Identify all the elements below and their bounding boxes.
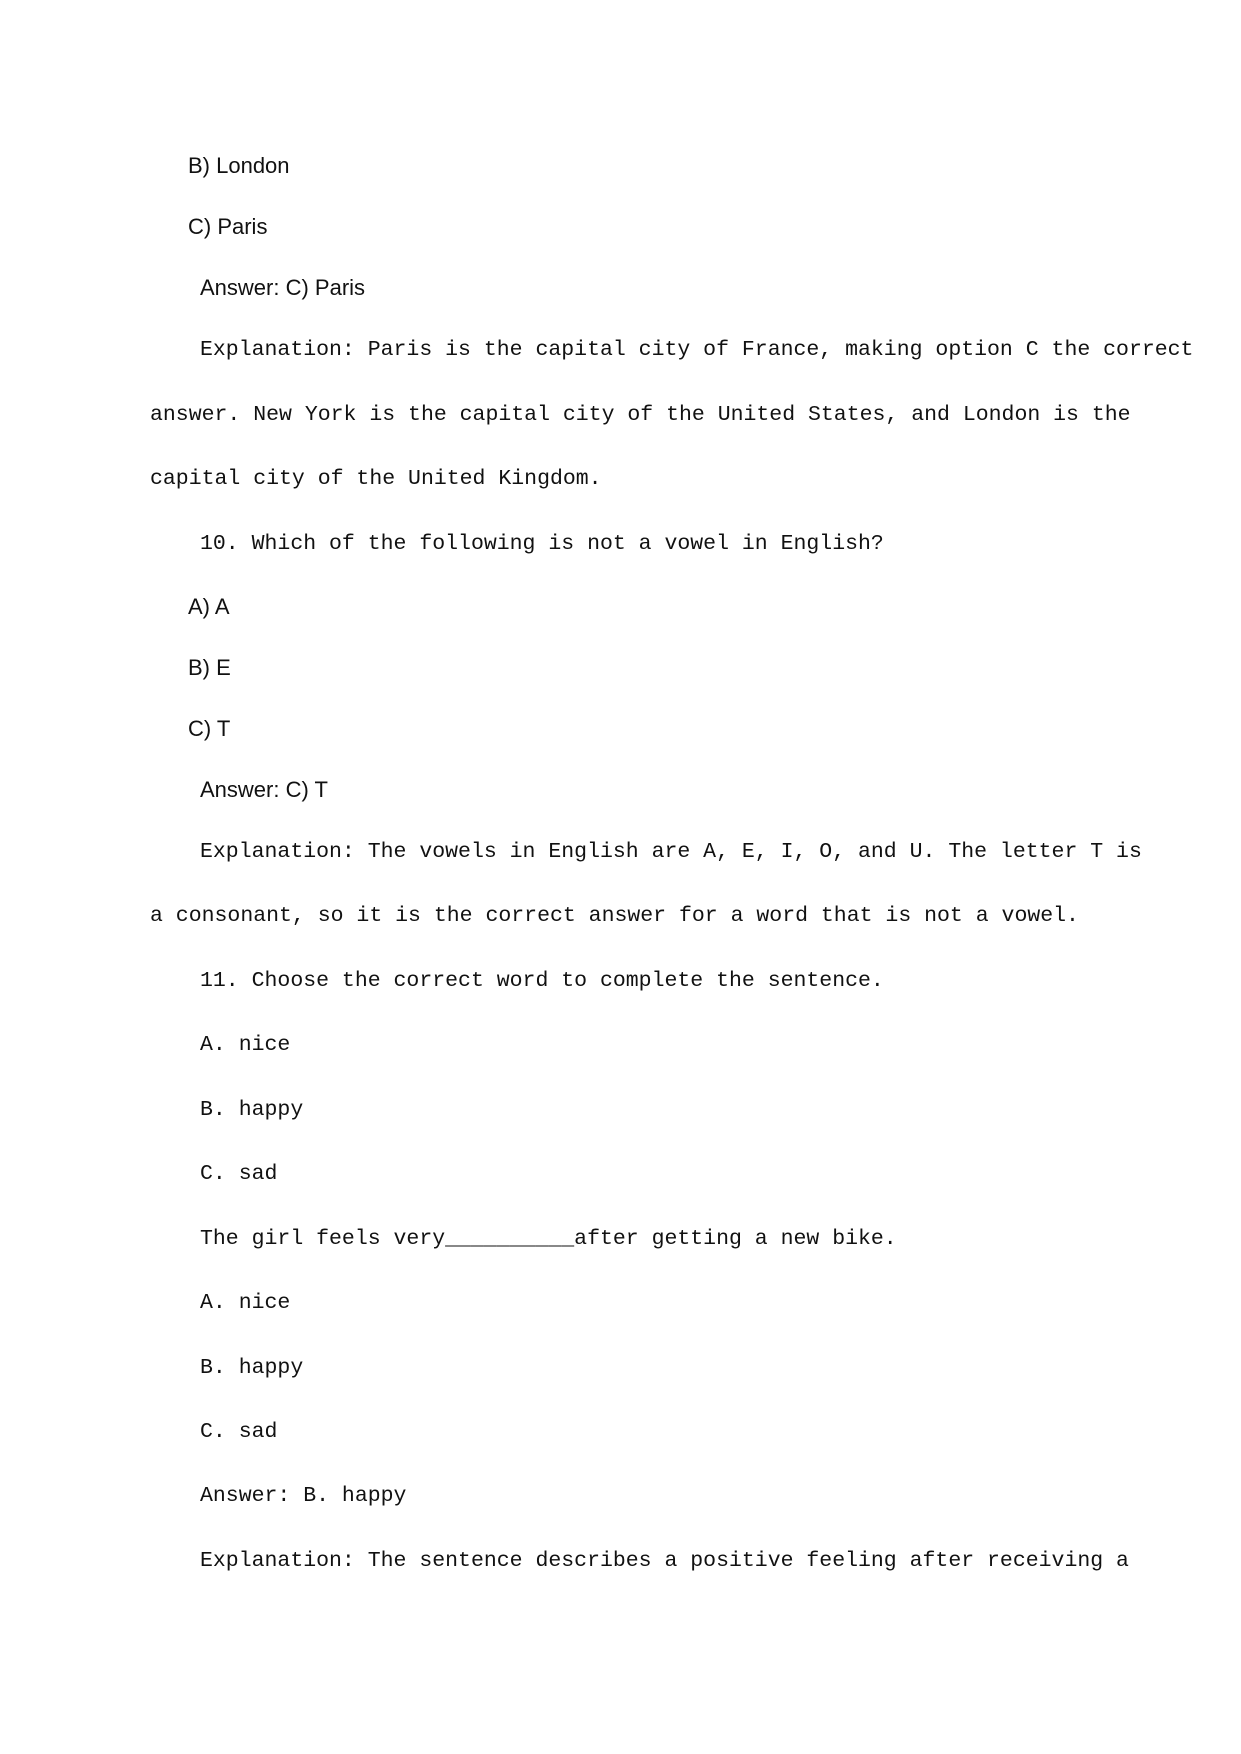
q10-option-c: C) T xyxy=(188,716,231,741)
q11-option-b-second: B. happy xyxy=(200,1356,304,1380)
q9-option-b: B) London xyxy=(188,153,290,178)
q10-option-a: A) A xyxy=(188,594,230,619)
q11-question: 11. Choose the correct word to complete the sentence. xyxy=(200,969,884,993)
q11-option-a-second: A. nice xyxy=(200,1291,291,1315)
q9-option-c: C) Paris xyxy=(188,214,268,239)
q11-option-c-first: C. sad xyxy=(200,1162,278,1186)
q11-option-b-first: B. happy xyxy=(200,1098,304,1122)
q9-explanation-line-2: answer. New York is the capital city of the United States, and London is the xyxy=(150,403,1131,427)
q11-option-a-first: A. nice xyxy=(200,1033,291,1057)
q10-option-b: B) E xyxy=(188,655,231,680)
q11-sentence: The girl feels very__________after getting a new bike. xyxy=(200,1227,897,1251)
q9-answer: Answer: C) Paris xyxy=(200,275,366,300)
q9-explanation-line-3: capital city of the United Kingdom. xyxy=(150,467,602,491)
q10-explanation-line-1: Explanation: The vowels in English are A, E, I, O, and U. The letter T is xyxy=(200,840,1142,864)
q10-question: 10. Which of the following is not a vowel in English? xyxy=(200,532,884,556)
q11-option-c-second: C. sad xyxy=(200,1420,278,1444)
q9-explanation-line-1: Explanation: Paris is the capital city of France, making option C the correct xyxy=(200,338,1194,362)
q11-explanation-line-1: Explanation: The sentence describes a positive feeling after receiving a xyxy=(200,1549,1129,1573)
q10-explanation-line-2: a consonant, so it is the correct answer for a word that is not a vowel. xyxy=(150,904,1079,928)
q10-answer: Answer: C) T xyxy=(200,777,328,802)
q11-answer: Answer: B. happy xyxy=(200,1484,407,1508)
